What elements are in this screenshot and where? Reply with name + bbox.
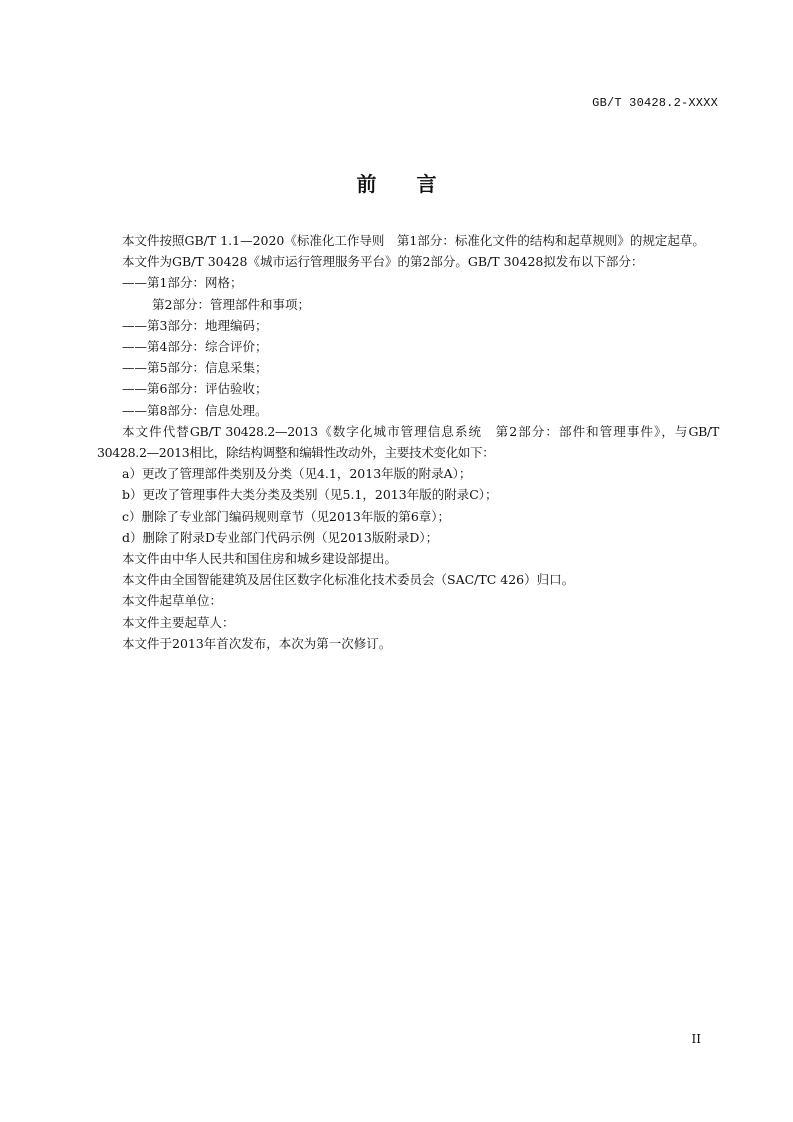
part-item: 第2部分：管理部件和事项； [152,296,310,312]
part-item: ——第4部分：综合评价； [122,339,268,355]
revision-history-paragraph: 本文件于2013年首次发布，本次为第一次修订。 [122,635,392,651]
parts-intro-paragraph: 本文件为GB/T 30428《城市运行管理服务平台》的第2部分。GB/T 30428拟发布以下部分： [122,254,644,270]
committee-paragraph: 本文件由全国智能建筑及居住区数字化标准化技术委员会（SAC/TC 426）归口。 [122,572,575,588]
document-code: GB/T 30428.2-XXXX [592,96,718,110]
change-item: d）删除了附录D专业部门代码示例（见2013版附录D）； [122,529,439,545]
proposer-paragraph: 本文件由中华人民共和国住房和城乡建设部提出。 [122,551,398,567]
change-item: a）更改了管理部件类别及分类（见4.1，2013年版的附录A）； [122,466,472,482]
part-item: ——第3部分：地理编码； [122,317,268,333]
part-item: ——第6部分：评估验收； [122,381,268,397]
part-item: ——第8部分：信息处理。 [122,402,268,418]
page-number: II [691,1032,701,1046]
part-item: ——第5部分：信息采集； [122,360,268,376]
part-item: ——第1部分：网格； [122,275,243,291]
drafting-units-paragraph: 本文件起草单位： [122,593,223,609]
page-title: 前言 [356,172,477,196]
drafters-paragraph: 本文件主要起草人： [122,614,235,630]
change-item: b）更改了管理事件大类分类及类别（见5.1，2013年版的附录C）； [122,487,498,503]
change-item: c）删除了专业部门编码规则章节（见2013年版的第6章）； [122,508,451,524]
drafting-rules-paragraph: 本文件按照GB/T 1.1—2020《标准化工作导则 第1部分：标准化文件的结构和起草规则》的规定起草。 [122,233,705,248]
replacement-paragraph: 本文件代替GB/T 30428.2—2013《数字化城市管理信息系统 第2部分：部件和管理事件》，与GB/T 30428.2—2013相比，除结构调整和编辑性改动外，主要技术变化如下： [97,423,719,461]
foreword-body [97,230,719,654]
